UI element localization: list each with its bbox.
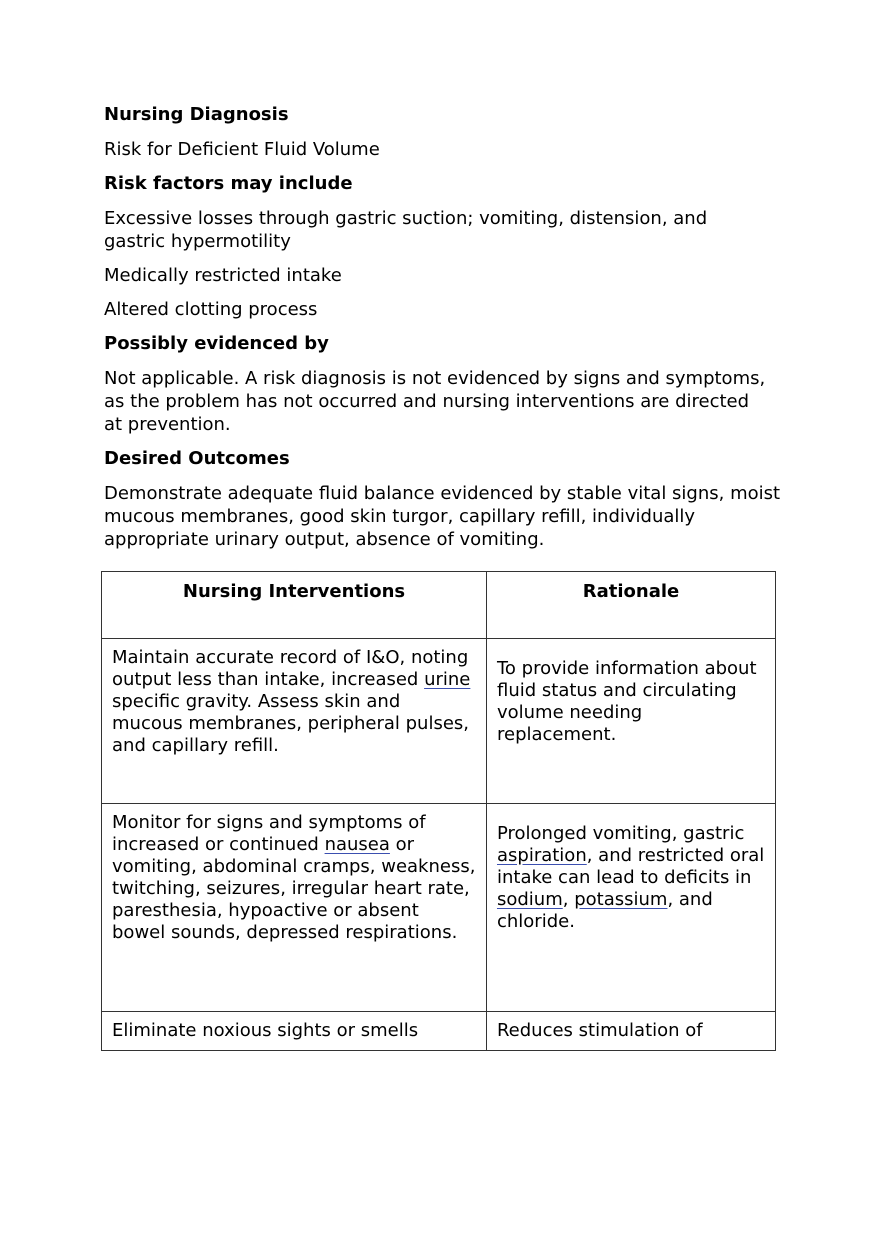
table-row: [102, 804, 776, 1012]
cell-text: Prolonged vomiting, gastric: [496, 823, 745, 844]
risk-factor-item: Altered clotting process: [104, 299, 318, 320]
cell-text: ,: [562, 889, 575, 910]
nausea-link[interactable]: nausea: [324, 834, 390, 855]
rationale-cell: [486, 804, 775, 1012]
intervention-cell: Eliminate noxious sights or smells: [102, 1012, 487, 1051]
risk-factors-heading: Risk factors may include: [104, 173, 353, 194]
cell-text: or vomiting, abdominal cramps, weakness, twitching, seizures, irregular heart rate, paresthesia, hypoactive or absent bowel sounds, depressed respirations.: [112, 834, 476, 943]
document-body: [104, 103, 784, 562]
interventions-table: [101, 571, 776, 1051]
cell-text: , and restricted oral intake can lead to deficits in: [496, 845, 765, 888]
cell-text: specific gravity. Assess skin and mucous membranes, peripheral pulses, and capillary refill.: [112, 691, 470, 756]
potassium-link[interactable]: potassium: [574, 889, 668, 910]
evidenced-by-heading: Possibly evidenced by: [104, 333, 329, 354]
risk-factor-item: Medically restricted intake: [104, 265, 342, 286]
table-header-row: [102, 572, 776, 639]
cell-text: , and chloride.: [496, 889, 713, 932]
aspiration-link[interactable]: aspiration: [496, 845, 587, 866]
intervention-cell: [102, 804, 487, 1012]
evidenced-by-text: Not applicable. A risk diagnosis is not evidenced by signs and symptoms, as the problem has not occurred and nursing interventions are directed at prevention.: [104, 368, 766, 435]
cell-text: Monitor for signs and symptoms of increased or continued: [112, 812, 426, 855]
rationale-cell: Reduces stimulation of: [486, 1012, 775, 1051]
column-header-rationale: Rationale: [486, 572, 775, 639]
risk-factor-item: Excessive losses through gastric suction; vomiting, distension, and gastric hypermotility: [104, 208, 708, 252]
nursing-diagnosis-heading: Nursing Diagnosis: [104, 104, 289, 125]
table-row: [102, 1012, 776, 1051]
desired-outcomes-heading: Desired Outcomes: [104, 448, 290, 469]
table-row: [102, 639, 776, 804]
cell-text: Maintain accurate record of I&O, noting output less than intake, increased: [112, 647, 469, 690]
sodium-link[interactable]: sodium: [496, 889, 563, 910]
desired-outcomes-text: Demonstrate adequate fluid balance evidenced by stable vital signs, moist mucous membranes, good skin turgor, capillary refill, individually appropriate urinary output, absence of vomiting.: [104, 483, 781, 550]
rationale-cell: To provide information about fluid status and circulating volume needing replacement.: [486, 639, 775, 804]
intervention-cell: [102, 639, 487, 804]
column-header-interventions: Nursing Interventions: [102, 572, 487, 639]
nursing-diagnosis-value: Risk for Deficient Fluid Volume: [104, 139, 380, 160]
urine-link[interactable]: urine: [424, 669, 471, 690]
